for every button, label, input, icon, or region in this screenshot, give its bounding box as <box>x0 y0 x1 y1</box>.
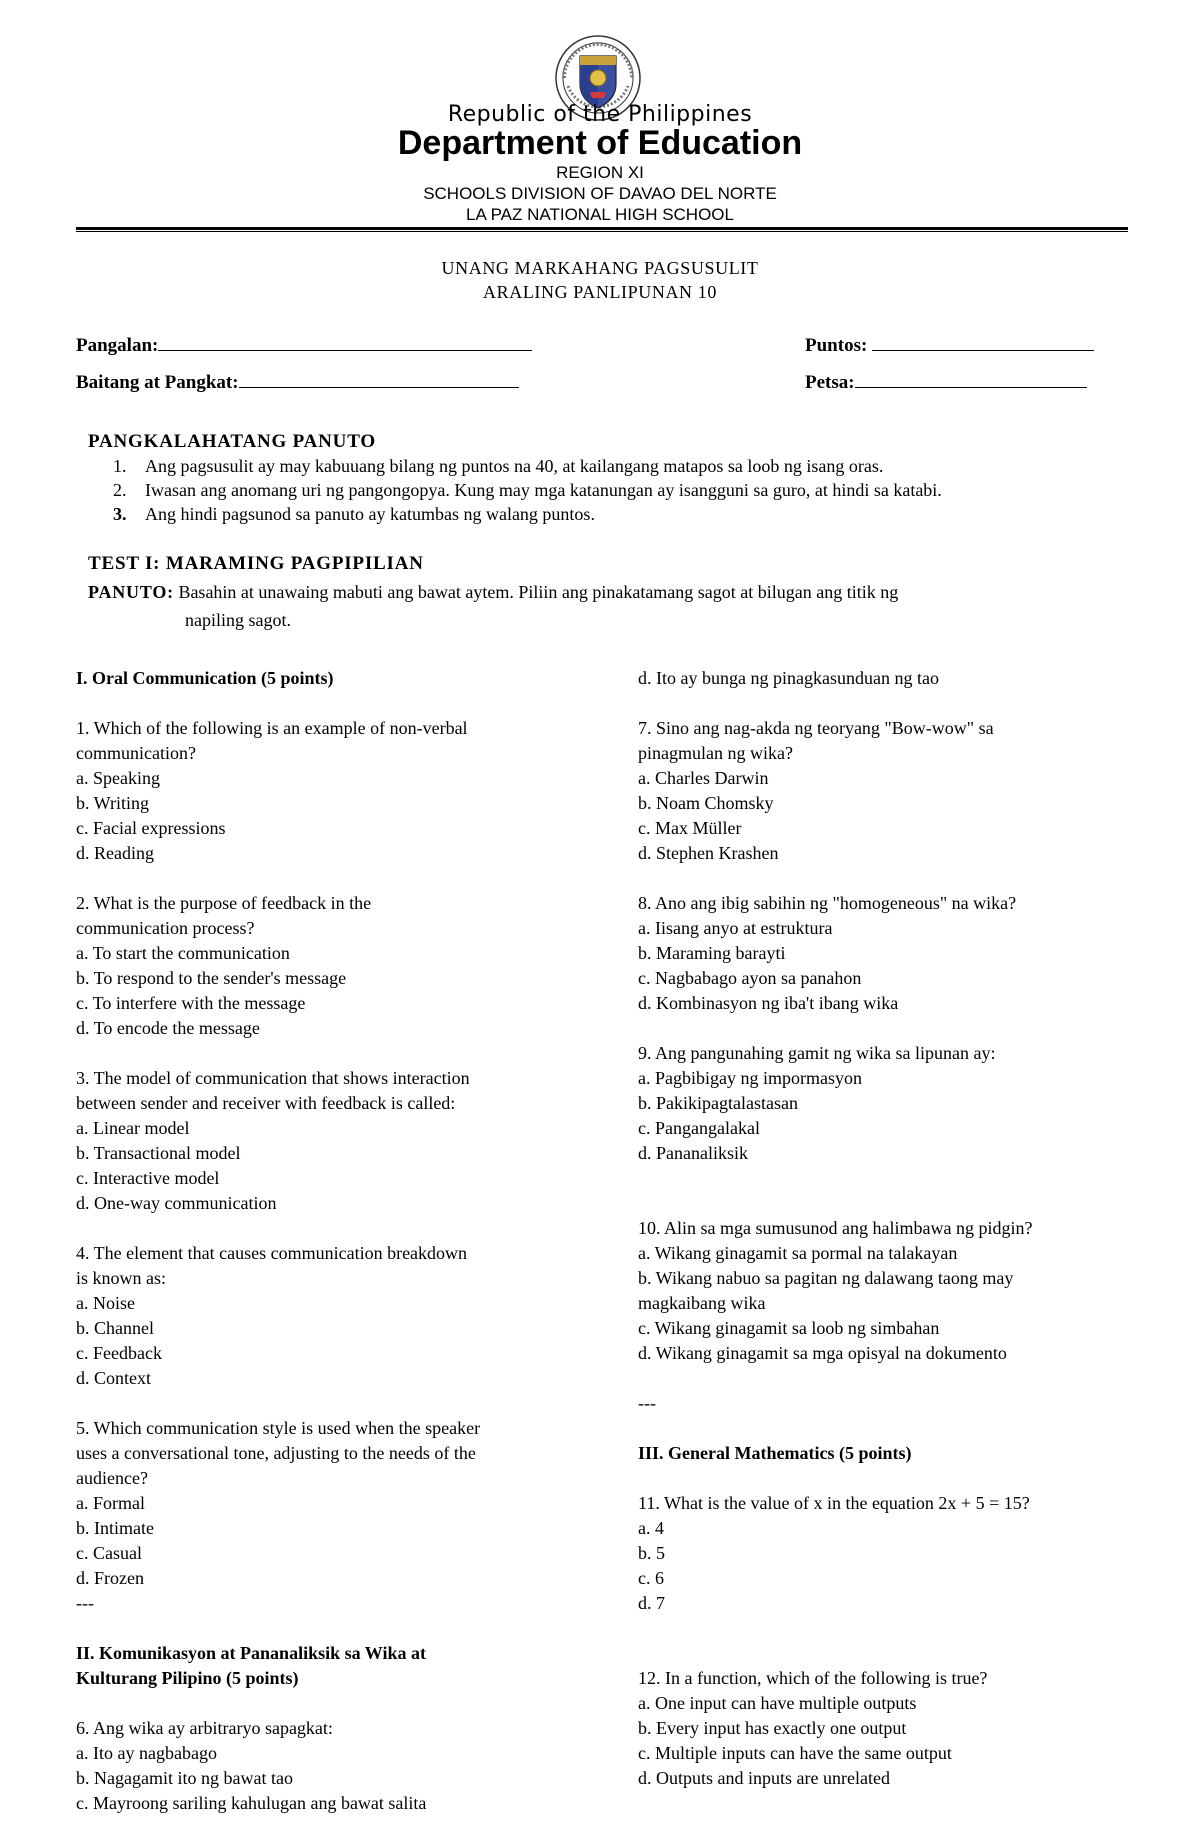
instruction-text: Ang hindi pagsunod sa panuto ay katumbas ng walang puntos. <box>145 504 595 524</box>
question-text: 6. Ang wika ay arbitraryo sapagkat: <box>76 1718 333 1738</box>
spacer <box>638 1641 1158 1666</box>
question-text: 7. Sino ang nag-akda ng teoryang "Bow-wow" sa <box>638 718 994 738</box>
grade-section-field[interactable] <box>76 369 519 394</box>
answer-choice: a. 4 <box>638 1518 664 1538</box>
answer-choice: a. Pagbibigay ng impormasyon <box>638 1068 862 1088</box>
general-instructions-heading: PANGKALAHATANG PANUTO <box>88 431 376 452</box>
answer-choice: d. Stephen Krashen <box>638 843 779 863</box>
answer-choice: a. Charles Darwin <box>638 768 769 788</box>
answer-choice: b. 5 <box>638 1543 665 1563</box>
answer-choice: a. Wikang ginagamit sa pormal na talakayan <box>638 1243 958 1263</box>
question-text-continued: communication process? <box>76 918 255 938</box>
answer-choice: b. Writing <box>76 793 149 813</box>
answer-choice: a. Iisang anyo at estruktura <box>638 918 833 938</box>
answer-choice: c. Pangangalakal <box>638 1118 760 1138</box>
answer-choice: c. Wikang ginagamit sa loob ng simbahan <box>638 1318 940 1338</box>
instruction-item <box>113 504 595 525</box>
republic-text: Republic of the Philippines <box>447 102 753 127</box>
header-divider <box>76 227 1128 230</box>
question-text-continued: magkaibang wika <box>638 1293 766 1313</box>
spacer <box>76 691 596 716</box>
question-text-continued: pinagmulan ng wika? <box>638 743 793 763</box>
division-text: SCHOOLS DIVISION OF DAVAO DEL NORTE <box>423 184 777 203</box>
spacer <box>638 1166 1158 1191</box>
question-text-continued: audience? <box>76 1468 148 1488</box>
answer-choice: b. Noam Chomsky <box>638 793 774 813</box>
answer-choice: d. Ito ay bunga ng pinagkasunduan ng tao <box>638 668 939 688</box>
answer-choice: c. Multiple inputs can have the same output <box>638 1743 952 1763</box>
question-text-continued: uses a conversational tone, adjusting to the needs of the <box>76 1443 476 1463</box>
answer-choice: c. Casual <box>76 1543 142 1563</box>
department-title: Department of Education <box>397 124 803 162</box>
question-text: 4. The element that causes communication breakdown <box>76 1243 468 1263</box>
answer-choice: a. Speaking <box>76 768 160 788</box>
answer-choice: d. One-way communication <box>76 1193 277 1213</box>
question-text: 11. What is the value of x in the equation 2x + 5 = 15? <box>638 1493 1030 1513</box>
answer-choice: b. Nagagamit ito ng bawat tao <box>76 1768 293 1788</box>
question-text: 8. Ano ang ibig sabihin ng "homogeneous" na wika? <box>638 893 1017 913</box>
instruction-text: Ang pagsusulit ay may kabuuang bilang ng puntos na 40, at kailangang matapos sa loob ng isang oras. <box>145 456 884 476</box>
answer-choice: d. Kombinasyon ng iba't ibang wika <box>638 993 899 1013</box>
header-divider-thin <box>76 231 1128 232</box>
answer-choice: b. To respond to the sender's message <box>76 968 347 988</box>
left-question-column <box>76 666 596 1816</box>
section-heading: II. Komunikasyon at Pananaliksik sa Wika at <box>76 1643 426 1663</box>
question-text: 10. Alin sa mga sumusunod ang halimbawa ng pidgin? <box>638 1218 1033 1238</box>
test1-heading: TEST I: MARAMING PAGPIPILIAN <box>88 553 424 574</box>
instruction-num: 2. <box>113 480 127 500</box>
answer-choice: c. Feedback <box>76 1343 162 1363</box>
name-line[interactable] <box>158 332 532 351</box>
school-text: LA PAZ NATIONAL HIGH SCHOOL <box>466 205 734 224</box>
answer-choice: c. 6 <box>638 1568 664 1588</box>
exam-title: UNANG MARKAHANG PAGSUSULIT <box>441 258 759 278</box>
score-field[interactable] <box>805 332 1094 357</box>
question-text: 12. In a function, which of the following is true? <box>638 1668 988 1688</box>
question-text: 5. Which communication style is used when the speaker <box>76 1418 481 1438</box>
section-heading: I. Oral Communication (5 points) <box>76 668 334 688</box>
section-heading: III. General Mathematics (5 points) <box>638 1443 912 1463</box>
spacer <box>76 1391 596 1416</box>
question-text-continued: is known as: <box>76 1268 166 1288</box>
spacer <box>638 1416 1158 1441</box>
spacer <box>76 1041 596 1066</box>
answer-choice: c. To interfere with the message <box>76 993 306 1013</box>
answer-choice: b. Wikang nabuo sa pagitan ng dalawang taong may <box>638 1268 1014 1288</box>
question-text: 2. What is the purpose of feedback in the <box>76 893 372 913</box>
spacer <box>76 1616 596 1641</box>
question-text-continued: communication? <box>76 743 196 763</box>
grade-section-line[interactable] <box>239 369 519 388</box>
spacer <box>638 1191 1158 1216</box>
instruction-item <box>113 480 942 501</box>
date-line[interactable] <box>855 369 1087 388</box>
panuto-label: PANUTO: <box>88 582 174 602</box>
instruction-text: Iwasan ang anomang uri ng pangongopya. Kung may mga katanungan ay isangguni sa guro, at hindi sa katabi. <box>145 480 942 500</box>
answer-choice: c. Mayroong sariling kahulugan ang bawat salita <box>76 1793 427 1813</box>
spacer <box>76 1691 596 1716</box>
panuto-line-1: Basahin at unawaing mabuti ang bawat aytem. Piliin ang pinakatamang sagot at bilugan ang titik ng <box>178 582 899 602</box>
score-label: Puntos: <box>805 335 868 356</box>
date-field[interactable] <box>805 369 1087 394</box>
name-field[interactable] <box>76 332 532 357</box>
right-question-column <box>638 666 1158 1791</box>
answer-choice: a. To start the communication <box>76 943 290 963</box>
region-text: REGION XI <box>556 163 644 182</box>
grade-section-label: Baitang at Pangkat: <box>76 372 239 393</box>
spacer <box>638 1616 1158 1641</box>
answer-choice: d. Pananaliksik <box>638 1143 748 1163</box>
answer-choice: d. Reading <box>76 843 154 863</box>
exam-subject: ARALING PANLIPUNAN 10 <box>483 282 717 302</box>
answer-choice: a. Formal <box>76 1493 145 1513</box>
section-separator: --- <box>76 1593 94 1613</box>
question-text: 9. Ang pangunahing gamit ng wika sa lipunan ay: <box>638 1043 996 1063</box>
answer-choice: b. Channel <box>76 1318 154 1338</box>
answer-choice: b. Pakikipagtalastasan <box>638 1093 798 1113</box>
answer-choice: a. Linear model <box>76 1118 190 1138</box>
test1-directions <box>88 582 898 603</box>
spacer <box>76 1216 596 1241</box>
answer-choice: b. Intimate <box>76 1518 154 1538</box>
answer-choice: b. Maraming barayti <box>638 943 786 963</box>
question-text: 1. Which of the following is an example of non-verbal <box>76 718 468 738</box>
section-separator: --- <box>638 1393 656 1413</box>
answer-choice: b. Transactional model <box>76 1143 241 1163</box>
answer-choice: a. One input can have multiple outputs <box>638 1693 917 1713</box>
question-text: 3. The model of communication that shows interaction <box>76 1068 470 1088</box>
spacer <box>638 691 1158 716</box>
spacer <box>638 1466 1158 1491</box>
spacer <box>76 866 596 891</box>
spacer <box>638 1366 1158 1391</box>
answer-choice: c. Interactive model <box>76 1168 220 1188</box>
instruction-item <box>113 456 883 477</box>
section-heading: Kulturang Pilipino (5 points) <box>76 1668 299 1688</box>
score-line[interactable] <box>872 332 1094 351</box>
answer-choice: c. Nagbabago ayon sa panahon <box>638 968 862 988</box>
answer-choice: a. Noise <box>76 1293 135 1313</box>
answer-choice: b. Every input has exactly one output <box>638 1718 907 1738</box>
answer-choice: c. Max Müller <box>638 818 742 838</box>
date-label: Petsa: <box>805 372 855 393</box>
answer-choice: d. Outputs and inputs are unrelated <box>638 1768 890 1788</box>
spacer <box>638 1016 1158 1041</box>
answer-choice: a. Ito ay nagbabago <box>76 1743 217 1763</box>
instruction-num: 1. <box>113 456 127 476</box>
answer-choice: d. Wikang ginagamit sa mga opisyal na dokumento <box>638 1343 1007 1363</box>
panuto-line-2: napiling sagot. <box>185 610 291 630</box>
answer-choice: d. Frozen <box>76 1568 144 1588</box>
instruction-num: 3. <box>113 504 127 524</box>
spacer <box>638 866 1158 891</box>
answer-choice: c. Facial expressions <box>76 818 226 838</box>
answer-choice: d. To encode the message <box>76 1018 260 1038</box>
name-label: Pangalan: <box>76 335 159 356</box>
answer-choice: d. 7 <box>638 1593 665 1613</box>
answer-choice: d. Context <box>76 1368 151 1388</box>
question-text-continued: between sender and receiver with feedback is called: <box>76 1093 456 1113</box>
